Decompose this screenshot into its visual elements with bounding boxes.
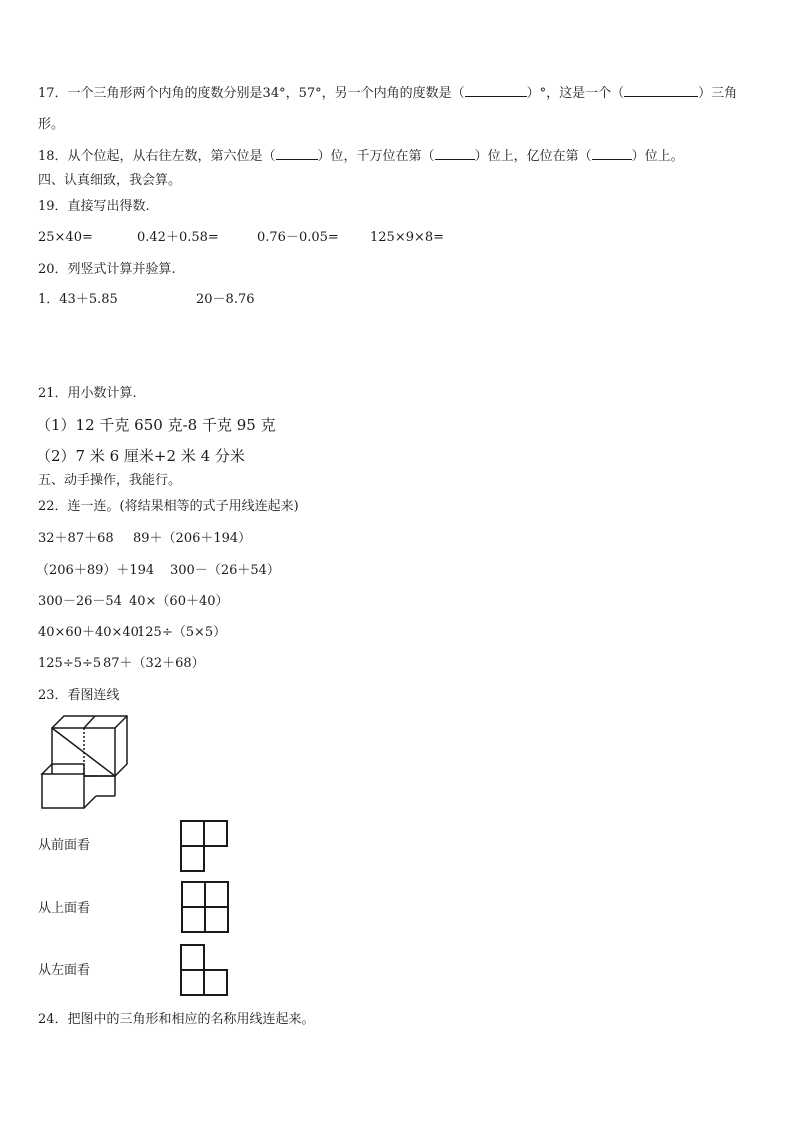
- question-17: [38, 84, 737, 102]
- q22-right-1[interactable]: 89＋（206＋194）: [133, 531, 252, 546]
- question-23-title: 23．看图连线: [38, 688, 120, 703]
- view-option-c[interactable]: [180, 944, 230, 998]
- question-19-title: 19．直接写出得数.: [38, 199, 150, 214]
- q19-item-3: 0.76－0.05=: [257, 230, 339, 245]
- q22-left-4[interactable]: 40×60＋40×40: [38, 625, 139, 640]
- q18-text-2: ）位，千万位在第（: [317, 149, 435, 164]
- q22-left-1[interactable]: 32＋87＋68: [38, 531, 114, 546]
- q17-text-2: ）°，这是一个（: [526, 86, 625, 101]
- q22-left-3[interactable]: 300－26－54: [38, 594, 122, 609]
- q17-blank-type[interactable]: [624, 84, 698, 97]
- question-20-title: 20．列竖式计算并验算.: [38, 262, 176, 277]
- view-option-a[interactable]: [180, 820, 230, 874]
- q22-left-2[interactable]: （206＋89）＋194: [36, 563, 155, 578]
- q21-item-1: （1）12 千克 650 克-8 千克 95 克: [36, 416, 276, 434]
- q22-left-5[interactable]: 125÷5÷5: [38, 656, 102, 671]
- section-4-heading: 四、认真细致，我会算。: [38, 173, 182, 188]
- q21-item-2: （2）7 米 6 厘米+2 米 4 分米: [36, 447, 245, 465]
- q19-item-2: 0.42＋0.58=: [137, 230, 219, 245]
- q20-item-2: 20－8.76: [196, 292, 255, 307]
- q17-blank-angle[interactable]: [465, 84, 527, 97]
- view-option-b[interactable]: [181, 881, 231, 935]
- q18-text-3: ）位上，亿位在第（: [474, 149, 592, 164]
- q18-text-4: ）位上。: [631, 149, 684, 164]
- q18-blank-1[interactable]: [276, 147, 318, 160]
- q23-view-front-label[interactable]: 从前面看: [38, 838, 91, 853]
- q18-blank-3[interactable]: [592, 147, 632, 160]
- q19-item-4: 125×9×8=: [370, 230, 445, 245]
- q22-right-5[interactable]: 87＋（32＋68）: [103, 656, 205, 671]
- cube-stack-figure: [40, 714, 130, 810]
- q17-text-1: 17．一个三角形两个内角的度数分别是34°，57°，另一个内角的度数是（: [38, 86, 465, 101]
- q22-right-4[interactable]: 125÷（5×5）: [137, 625, 227, 640]
- question-24-title: 24．把图中的三角形和相应的名称用线连起来。: [38, 1012, 315, 1027]
- q23-view-top-label[interactable]: 从上面看: [38, 901, 91, 916]
- q22-right-2[interactable]: 300－（26＋54）: [170, 563, 280, 578]
- question-18: [38, 147, 684, 165]
- q20-item-1: 1．43＋5.85: [38, 292, 118, 307]
- q18-blank-2[interactable]: [435, 147, 475, 160]
- q17-continuation: 形。: [38, 117, 65, 132]
- q17-text-3: ）三角: [698, 86, 738, 101]
- q19-item-1: 25×40=: [38, 230, 93, 245]
- section-5-heading: 五、动手操作，我能行。: [38, 473, 182, 488]
- q18-text-1: 18．从个位起，从右往左数，第六位是（: [38, 149, 276, 164]
- q23-view-left-label[interactable]: 从左面看: [38, 963, 91, 978]
- q22-right-3[interactable]: 40×（60＋40）: [129, 594, 229, 609]
- question-21-title: 21．用小数计算.: [38, 386, 137, 401]
- question-22-title: 22．连一连。(将结果相等的式子用线连起来): [38, 499, 299, 514]
